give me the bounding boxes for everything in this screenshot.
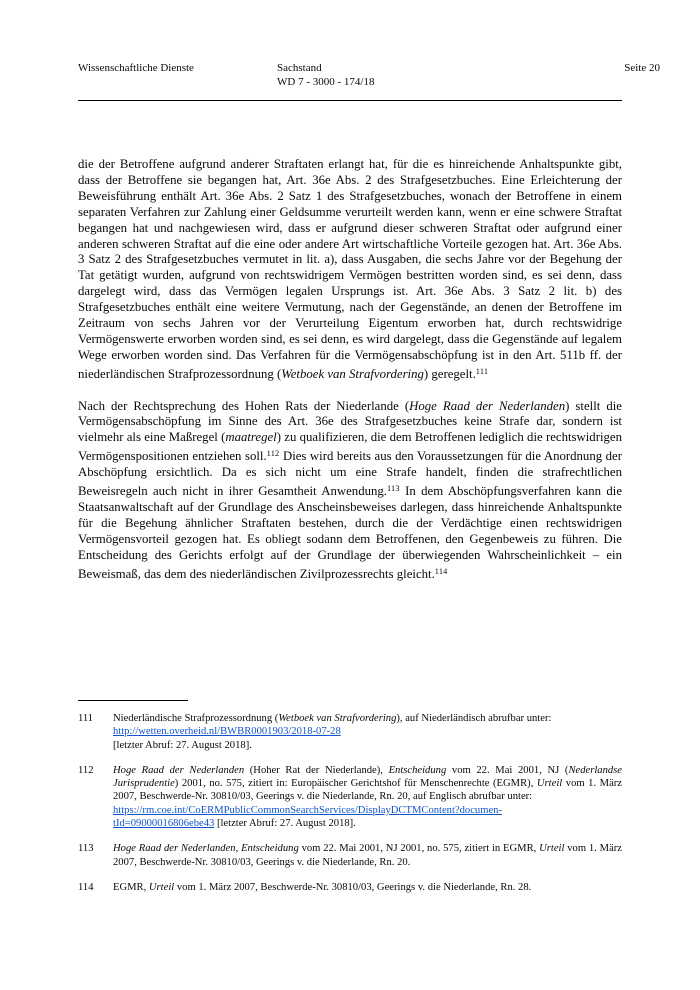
footnote-111: [78, 712, 622, 752]
hyperlink[interactable]: tId=09000016806ebe43: [113, 818, 215, 830]
footnote-112: [78, 764, 622, 830]
header-doc-info: [277, 61, 624, 89]
text-segment: [letzter Abruf: 27. August 2018].: [113, 739, 252, 751]
text-segment: In dem Abschöpfungsverfahren kann die Staatsanwaltschaft auf der Grundlage des Anscheinsbeweises darlegen, dass hinreichende Anhaltspunkte für die Begehung ähnlicher Straftaten bestehen, durch die der Verdächtige einen rechtswidrigen Vermögensvorteil gezogen hat. Es obliegt sodann dem Betroffenen, den Gegenbeweis zu führen. Die Entscheidung des Gerichts erfolgt auf der Grundlage der überwiegenden Wahrscheinlichkeit – ein Beweismaß, das dem des niederländischen Zivilprozessrechts gleicht.: [78, 484, 622, 581]
footnote-text: [113, 881, 622, 894]
text-segment: vom 22. Mai 2001, NJ 2001, no. 575, zitiert in EGMR,: [298, 843, 540, 855]
text-segment: vom 1. März 2007, Beschwerde-Nr. 30810/03, Geerings v. die Niederlande, Rn. 28.: [174, 881, 532, 893]
footnote-113: [78, 842, 622, 869]
footnote-ref: 114: [434, 566, 448, 576]
header-divider: [78, 100, 622, 101]
italic-text: Wetboek van Strafvordering: [281, 366, 424, 381]
footnote-number: 113: [78, 843, 94, 855]
italic-text: Entscheidung: [388, 764, 447, 776]
footnote-number: 112: [78, 764, 94, 776]
text-segment: ) zu qualifizieren, die dem Betroffenen lediglich die rechtswidrigen Vermögenspositionen entziehen soll.: [78, 430, 622, 464]
text-segment: ) 2001, no. 575, zitiert in: Europäischer Gerichtshof für Menschenrechte (EGMR),: [174, 778, 537, 790]
text-segment: [letzter Abruf: 27. August 2018].: [214, 818, 356, 830]
footnote-text: [113, 842, 622, 869]
header-page-number: Seite 20: [624, 62, 660, 74]
italic-text: Urteil: [536, 778, 563, 790]
footnote-number: 111: [78, 713, 94, 724]
footnote-text: [113, 712, 622, 752]
text-segment: die der Betroffene aufgrund anderer Straftaten erlangt hat, für die es hinreichende Anhaltspunkte gibt, dass der Betroffene sie begangen hat, Art. 36e Abs. 2 des Strafgesetzbuches. Eine Erleichterung der Beweisführung enthält Art. 36e Abs. 2 Satz 1 des Strafgesetzbuches, wonach der Betroffene in einem separaten Verfahren zur Zahlung einer Geldsumme verurteilt werden kann, wenn er eine schwere Straftat begangen hat und nachgewiesen wird, dass er aufgrund dieser schweren Straftat oder aufgrund einer anderen schweren Straftat auf die eine oder andere Art wirtschaftliche Vorteile gezogen hat. Art. 36e Abs. 3 Satz 2 des Strafgesetzbuches vermutet in lit. a), dass Ausgaben, die sechs Jahre vor der Begehung der Tat getätigt wurden, aufgrund von rechtswidrigem Vermögen bestritten worden sind, es sei denn, dass dargelegt wird, dass das Vermögen legalen Ursprungs ist. Art. 36e Abs. 3 Satz 2 lit. b) des Strafgesetzbuches enthält eine weitere Vermutung, nach der Gegenstände, an denen der Betroffene im Zeitraum von sechs Jahren vor der Verurteilung Eigentum erworben hat, durch rechtswidrige Vermögenswerte erworben worden sind, es sei denn, es wird dargelegt, dass die Gegenstände auf legalem Wege erworben worden sind. Das Verfahren für die Vermögensabschöpfung ist in den Art. 511b ff. der niederländischen Strafprozessordnung (: [78, 157, 622, 381]
document-body: [78, 157, 622, 583]
header-doc-number: WD 7 - 3000 - 174/18: [277, 76, 375, 88]
text-segment: ), auf Niederländisch abrufbar unter:: [396, 713, 552, 724]
italic-text: Wetboek van Strafvordering: [278, 713, 397, 724]
text-segment: ) stellt die Vermögensabschöpfung im Sinne des Art. 36e des Strafgesetzbuches keine Strafe dar, sondern ist vielmehr als eine Maßregel (: [78, 398, 622, 445]
text-segment: Dies wird bereits aus den Voraussetzungen für die Anordnung der Abschöpfung ersichtlich. Da es sich nicht um eine Strafe handelt, finden die strafrechtlichen Beweisregeln auch nicht in ihrer Gesamtheit Anwendung.: [78, 449, 622, 499]
italic-text: Nederlandse Jurisprudentie: [113, 764, 623, 790]
text-segment: ,: [235, 843, 242, 855]
footnote-number: 114: [78, 881, 94, 893]
text-segment: ) geregelt.: [423, 366, 476, 381]
text-segment: vom 22. Mai 2001, NJ (: [446, 764, 569, 776]
italic-text: Urteil: [148, 881, 175, 893]
text-segment: (Hoher Rat der Niederlande),: [244, 764, 389, 776]
text-segment: vom 1. März 2007, Beschwerde-Nr. 30810/03, Geerings v. die Niederlande, Rn. 20.: [113, 843, 622, 868]
hyperlink[interactable]: https://rm.coe.int/CoERMPublicCommonSearchServices/DisplayDCTMContent?documen-: [113, 804, 502, 816]
text-segment: EGMR,: [113, 881, 149, 893]
footnote-ref: 113: [387, 484, 400, 494]
italic-text: maatregel: [225, 430, 277, 445]
italic-text: Hoge Raad der Nederlanden: [113, 764, 245, 776]
header-doc-type: Sachstand: [277, 62, 322, 74]
footnote-text: [113, 764, 622, 830]
footnote-ref: 112: [266, 449, 280, 459]
text-segment: Niederländische Strafprozessordnung (: [113, 713, 279, 724]
footnote-114: [78, 881, 622, 894]
italic-text: Hoge Raad der Nederlanden: [113, 843, 236, 855]
text-segment: Nach der Rechtsprechung des Hohen Rats der Niederlande (: [78, 398, 410, 413]
body-paragraph-2: [78, 399, 622, 583]
body-paragraph-1: [78, 157, 622, 383]
footnote-ref: 111: [475, 366, 489, 376]
italic-text: Hoge Raad der Nederlanden: [409, 398, 566, 413]
italic-text: Urteil: [539, 843, 565, 855]
page-header: [78, 61, 660, 89]
hyperlink[interactable]: http://wetten.overheid.nl/BWBR0001903/2018-07-28: [113, 726, 341, 738]
footnotes-section: [78, 712, 622, 894]
footnote-divider: [78, 700, 188, 701]
header-org: Wissenschaftliche Dienste: [78, 62, 194, 74]
text-segment: vom 1. März 2007, Beschwerde-Nr. 30810/03, Geerings v. die Niederlande, Rn. 20, auf Englisch abrufbar unter:: [113, 778, 623, 803]
italic-text: Entscheidung: [241, 843, 299, 855]
